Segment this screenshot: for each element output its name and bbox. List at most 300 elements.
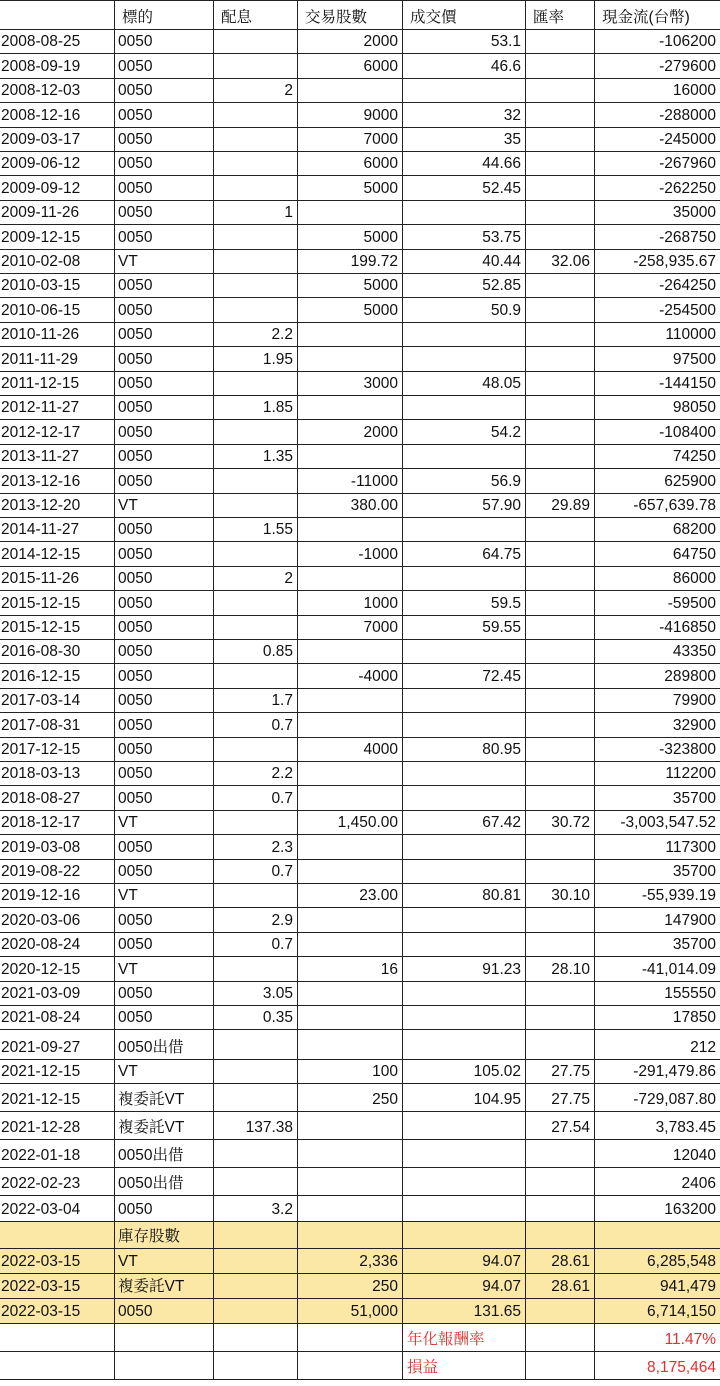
- cashflow-cell[interactable]: 147900: [595, 908, 720, 933]
- date-cell[interactable]: 2021-12-28: [0, 1112, 115, 1140]
- fx-cell[interactable]: [526, 274, 595, 298]
- shares-cell[interactable]: 16: [298, 957, 403, 982]
- shares-cell[interactable]: 5000: [298, 225, 403, 250]
- shares-cell[interactable]: [298, 689, 403, 713]
- date-cell[interactable]: 2009-09-12: [0, 176, 115, 201]
- shares-cell[interactable]: [298, 1168, 403, 1196]
- ticker-cell[interactable]: 0050: [115, 176, 214, 201]
- date-cell[interactable]: 2010-02-08: [0, 250, 115, 274]
- cashflow-cell[interactable]: 117300: [595, 835, 720, 860]
- ticker-cell[interactable]: 0050: [115, 445, 214, 469]
- price-cell[interactable]: 53.1: [403, 30, 526, 54]
- dividend-cell[interactable]: 2.3: [214, 835, 298, 860]
- price-cell[interactable]: [403, 713, 526, 738]
- cashflow-cell[interactable]: 64750: [595, 542, 720, 567]
- date-cell[interactable]: 2010-03-15: [0, 274, 115, 298]
- fx-cell[interactable]: [526, 1196, 595, 1222]
- fx-cell[interactable]: [526, 445, 595, 469]
- shares-cell[interactable]: 6000: [298, 54, 403, 79]
- price-cell[interactable]: 成交價: [403, 0, 526, 30]
- cashflow-cell[interactable]: 17850: [595, 1006, 720, 1030]
- shares-cell[interactable]: [298, 567, 403, 591]
- cashflow-cell[interactable]: -416850: [595, 616, 720, 640]
- date-cell[interactable]: 2022-03-15: [0, 1249, 115, 1274]
- ticker-cell[interactable]: VT: [115, 494, 214, 518]
- fx-cell[interactable]: [526, 713, 595, 738]
- ticker-cell[interactable]: [115, 1324, 214, 1352]
- price-cell[interactable]: 67.42: [403, 811, 526, 835]
- dividend-cell[interactable]: 2.2: [214, 323, 298, 347]
- cashflow-cell[interactable]: -59500: [595, 591, 720, 616]
- price-cell[interactable]: 損益: [403, 1352, 526, 1380]
- shares-cell[interactable]: 1,450.00: [298, 811, 403, 835]
- ticker-cell[interactable]: 0050: [115, 689, 214, 713]
- cashflow-cell[interactable]: 98050: [595, 396, 720, 420]
- shares-cell[interactable]: [298, 933, 403, 957]
- price-cell[interactable]: 80.81: [403, 884, 526, 908]
- fx-cell[interactable]: 28.10: [526, 957, 595, 982]
- date-cell[interactable]: 2013-12-16: [0, 469, 115, 494]
- cashflow-cell[interactable]: -264250: [595, 274, 720, 298]
- fx-cell[interactable]: 30.72: [526, 811, 595, 835]
- ticker-cell[interactable]: 0050: [115, 469, 214, 494]
- shares-cell[interactable]: 5000: [298, 176, 403, 201]
- price-cell[interactable]: 40.44: [403, 250, 526, 274]
- price-cell[interactable]: 32: [403, 103, 526, 128]
- fx-cell[interactable]: [526, 542, 595, 567]
- dividend-cell[interactable]: [214, 103, 298, 128]
- date-cell[interactable]: 2014-12-15: [0, 542, 115, 567]
- dividend-cell[interactable]: [214, 591, 298, 616]
- ticker-cell[interactable]: 複委託VT: [115, 1084, 214, 1112]
- price-cell[interactable]: 48.05: [403, 372, 526, 396]
- dividend-cell[interactable]: [214, 274, 298, 298]
- price-cell[interactable]: [403, 640, 526, 664]
- ticker-cell[interactable]: 0050: [115, 128, 214, 152]
- date-cell[interactable]: 2018-03-13: [0, 762, 115, 786]
- shares-cell[interactable]: 380.00: [298, 494, 403, 518]
- cashflow-cell[interactable]: 32900: [595, 713, 720, 738]
- shares-cell[interactable]: [298, 1006, 403, 1030]
- date-cell[interactable]: 2012-11-27: [0, 396, 115, 420]
- dividend-cell[interactable]: [214, 128, 298, 152]
- date-cell[interactable]: 2020-12-15: [0, 957, 115, 982]
- cashflow-cell[interactable]: -106200: [595, 30, 720, 54]
- price-cell[interactable]: [403, 201, 526, 225]
- shares-cell[interactable]: 1000: [298, 591, 403, 616]
- date-cell[interactable]: 2008-09-19: [0, 54, 115, 79]
- cashflow-cell[interactable]: 68200: [595, 518, 720, 542]
- shares-cell[interactable]: 5000: [298, 298, 403, 323]
- ticker-cell[interactable]: 0050: [115, 933, 214, 957]
- price-cell[interactable]: 52.85: [403, 274, 526, 298]
- dividend-cell[interactable]: 2: [214, 79, 298, 103]
- dividend-cell[interactable]: [214, 298, 298, 323]
- shares-cell[interactable]: 250: [298, 1274, 403, 1299]
- shares-cell[interactable]: [298, 762, 403, 786]
- fx-cell[interactable]: [526, 1352, 595, 1380]
- price-cell[interactable]: [403, 347, 526, 372]
- date-cell[interactable]: 2016-08-30: [0, 640, 115, 664]
- date-cell[interactable]: 2009-12-15: [0, 225, 115, 250]
- shares-cell[interactable]: [298, 786, 403, 811]
- shares-cell[interactable]: [298, 347, 403, 372]
- ticker-cell[interactable]: 0050: [115, 1299, 214, 1324]
- shares-cell[interactable]: 250: [298, 1084, 403, 1112]
- fx-cell[interactable]: [526, 933, 595, 957]
- ticker-cell[interactable]: 0050: [115, 201, 214, 225]
- date-cell[interactable]: 2018-12-17: [0, 811, 115, 835]
- fx-cell[interactable]: [526, 1006, 595, 1030]
- price-cell[interactable]: [403, 689, 526, 713]
- shares-cell[interactable]: [298, 323, 403, 347]
- dividend-cell[interactable]: 1.55: [214, 518, 298, 542]
- cashflow-cell[interactable]: -144150: [595, 372, 720, 396]
- ticker-cell[interactable]: 複委託VT: [115, 1274, 214, 1299]
- price-cell[interactable]: [403, 323, 526, 347]
- cashflow-cell[interactable]: 35700: [595, 786, 720, 811]
- date-cell[interactable]: 2012-12-17: [0, 420, 115, 445]
- cashflow-cell[interactable]: -657,639.78: [595, 494, 720, 518]
- fx-cell[interactable]: [526, 982, 595, 1006]
- fx-cell[interactable]: 30.10: [526, 884, 595, 908]
- price-cell[interactable]: 54.2: [403, 420, 526, 445]
- dividend-cell[interactable]: [214, 1324, 298, 1352]
- price-cell[interactable]: [403, 1140, 526, 1168]
- dividend-cell[interactable]: [214, 1060, 298, 1084]
- cashflow-cell[interactable]: 16000: [595, 79, 720, 103]
- fx-cell[interactable]: [526, 1140, 595, 1168]
- ticker-cell[interactable]: 0050: [115, 835, 214, 860]
- ticker-cell[interactable]: VT: [115, 811, 214, 835]
- fx-cell[interactable]: 32.06: [526, 250, 595, 274]
- price-cell[interactable]: 80.95: [403, 738, 526, 762]
- shares-cell[interactable]: 51,000: [298, 1299, 403, 1324]
- fx-cell[interactable]: [526, 1168, 595, 1196]
- price-cell[interactable]: 57.90: [403, 494, 526, 518]
- price-cell[interactable]: 72.45: [403, 664, 526, 689]
- shares-cell[interactable]: 2000: [298, 420, 403, 445]
- date-cell[interactable]: 2022-03-04: [0, 1196, 115, 1222]
- dividend-cell[interactable]: 1.35: [214, 445, 298, 469]
- fx-cell[interactable]: [526, 786, 595, 811]
- date-cell[interactable]: 2017-12-15: [0, 738, 115, 762]
- shares-cell[interactable]: [298, 201, 403, 225]
- dividend-cell[interactable]: 0.7: [214, 860, 298, 884]
- fx-cell[interactable]: [526, 201, 595, 225]
- fx-cell[interactable]: [526, 762, 595, 786]
- ticker-cell[interactable]: 0050: [115, 274, 214, 298]
- dividend-cell[interactable]: 0.85: [214, 640, 298, 664]
- shares-cell[interactable]: 2000: [298, 30, 403, 54]
- price-cell[interactable]: 年化報酬率: [403, 1324, 526, 1352]
- fx-cell[interactable]: [526, 372, 595, 396]
- date-cell[interactable]: 2022-03-15: [0, 1274, 115, 1299]
- date-cell[interactable]: 2015-12-15: [0, 591, 115, 616]
- shares-cell[interactable]: [298, 445, 403, 469]
- cashflow-cell[interactable]: 6,285,548: [595, 1249, 720, 1274]
- shares-cell[interactable]: 199.72: [298, 250, 403, 274]
- cashflow-cell[interactable]: 3,783.45: [595, 1112, 720, 1140]
- cashflow-cell[interactable]: -254500: [595, 298, 720, 323]
- dividend-cell[interactable]: [214, 957, 298, 982]
- cashflow-cell[interactable]: 現金流(台幣): [595, 0, 720, 30]
- price-cell[interactable]: [403, 1030, 526, 1060]
- cashflow-cell[interactable]: 212: [595, 1030, 720, 1060]
- ticker-cell[interactable]: 0050: [115, 1196, 214, 1222]
- cashflow-cell[interactable]: 79900: [595, 689, 720, 713]
- dividend-cell[interactable]: [214, 664, 298, 689]
- cashflow-cell[interactable]: 35700: [595, 860, 720, 884]
- ticker-cell[interactable]: 0050: [115, 1006, 214, 1030]
- shares-cell[interactable]: 4000: [298, 738, 403, 762]
- fx-cell[interactable]: 27.54: [526, 1112, 595, 1140]
- price-cell[interactable]: 94.07: [403, 1249, 526, 1274]
- cashflow-cell[interactable]: 6,714,150: [595, 1299, 720, 1324]
- shares-cell[interactable]: [298, 518, 403, 542]
- fx-cell[interactable]: [526, 103, 595, 128]
- price-cell[interactable]: [403, 982, 526, 1006]
- cashflow-cell[interactable]: 43350: [595, 640, 720, 664]
- shares-cell[interactable]: [298, 1112, 403, 1140]
- cashflow-cell[interactable]: 74250: [595, 445, 720, 469]
- ticker-cell[interactable]: 0050: [115, 396, 214, 420]
- dividend-cell[interactable]: [214, 738, 298, 762]
- price-cell[interactable]: [403, 1112, 526, 1140]
- shares-cell[interactable]: [298, 908, 403, 933]
- shares-cell[interactable]: 100: [298, 1060, 403, 1084]
- ticker-cell[interactable]: 0050: [115, 738, 214, 762]
- dividend-cell[interactable]: [214, 884, 298, 908]
- ticker-cell[interactable]: 0050出借: [115, 1030, 214, 1060]
- shares-cell[interactable]: 6000: [298, 152, 403, 176]
- ticker-cell[interactable]: 0050: [115, 567, 214, 591]
- shares-cell[interactable]: [298, 1030, 403, 1060]
- dividend-cell[interactable]: [214, 1168, 298, 1196]
- cashflow-cell[interactable]: 112200: [595, 762, 720, 786]
- shares-cell[interactable]: [298, 835, 403, 860]
- fx-cell[interactable]: [526, 518, 595, 542]
- cashflow-cell[interactable]: 97500: [595, 347, 720, 372]
- ticker-cell[interactable]: 0050: [115, 30, 214, 54]
- price-cell[interactable]: [403, 1196, 526, 1222]
- date-cell[interactable]: 2008-08-25: [0, 30, 115, 54]
- dividend-cell[interactable]: 1: [214, 201, 298, 225]
- cashflow-cell[interactable]: 12040: [595, 1140, 720, 1168]
- price-cell[interactable]: 52.45: [403, 176, 526, 201]
- ticker-cell[interactable]: 0050: [115, 420, 214, 445]
- cashflow-cell[interactable]: -3,003,547.52: [595, 811, 720, 835]
- shares-cell[interactable]: [298, 640, 403, 664]
- date-cell[interactable]: 2013-12-20: [0, 494, 115, 518]
- cashflow-cell[interactable]: 8,175,464: [595, 1352, 720, 1380]
- fx-cell[interactable]: [526, 860, 595, 884]
- fx-cell[interactable]: 28.61: [526, 1249, 595, 1274]
- shares-cell[interactable]: [298, 396, 403, 420]
- fx-cell[interactable]: [526, 640, 595, 664]
- dividend-cell[interactable]: 137.38: [214, 1112, 298, 1140]
- ticker-cell[interactable]: [115, 1352, 214, 1380]
- shares-cell[interactable]: 7000: [298, 128, 403, 152]
- price-cell[interactable]: [403, 1006, 526, 1030]
- ticker-cell[interactable]: 0050: [115, 372, 214, 396]
- price-cell[interactable]: 59.55: [403, 616, 526, 640]
- date-cell[interactable]: [0, 1222, 115, 1249]
- ticker-cell[interactable]: 0050: [115, 591, 214, 616]
- fx-cell[interactable]: [526, 835, 595, 860]
- fx-cell[interactable]: [526, 347, 595, 372]
- cashflow-cell[interactable]: 289800: [595, 664, 720, 689]
- cashflow-cell[interactable]: 2406: [595, 1168, 720, 1196]
- fx-cell[interactable]: [526, 1030, 595, 1060]
- ticker-cell[interactable]: 0050: [115, 640, 214, 664]
- date-cell[interactable]: 2020-08-24: [0, 933, 115, 957]
- cashflow-cell[interactable]: 11.47%: [595, 1324, 720, 1352]
- ticker-cell[interactable]: 0050: [115, 616, 214, 640]
- fx-cell[interactable]: [526, 323, 595, 347]
- ticker-cell[interactable]: 0050: [115, 225, 214, 250]
- price-cell[interactable]: 53.75: [403, 225, 526, 250]
- date-cell[interactable]: 2022-03-15: [0, 1299, 115, 1324]
- date-cell[interactable]: 2021-12-15: [0, 1060, 115, 1084]
- ticker-cell[interactable]: 0050: [115, 79, 214, 103]
- date-cell[interactable]: 2019-08-22: [0, 860, 115, 884]
- dividend-cell[interactable]: [214, 152, 298, 176]
- ticker-cell[interactable]: 0050: [115, 347, 214, 372]
- dividend-cell[interactable]: 0.7: [214, 786, 298, 811]
- dividend-cell[interactable]: 2: [214, 567, 298, 591]
- shares-cell[interactable]: [298, 1140, 403, 1168]
- ticker-cell[interactable]: VT: [115, 1249, 214, 1274]
- ticker-cell[interactable]: 0050出借: [115, 1168, 214, 1196]
- date-cell[interactable]: 2009-06-12: [0, 152, 115, 176]
- price-cell[interactable]: 56.9: [403, 469, 526, 494]
- dividend-cell[interactable]: 0.7: [214, 713, 298, 738]
- fx-cell[interactable]: 28.61: [526, 1274, 595, 1299]
- price-cell[interactable]: [403, 860, 526, 884]
- shares-cell[interactable]: -4000: [298, 664, 403, 689]
- ticker-cell[interactable]: 0050: [115, 152, 214, 176]
- fx-cell[interactable]: [526, 908, 595, 933]
- cashflow-cell[interactable]: -41,014.09: [595, 957, 720, 982]
- fx-cell[interactable]: 27.75: [526, 1084, 595, 1112]
- dividend-cell[interactable]: 配息: [214, 0, 298, 30]
- fx-cell[interactable]: [526, 225, 595, 250]
- ticker-cell[interactable]: 庫存股數: [115, 1222, 214, 1249]
- dividend-cell[interactable]: 2.2: [214, 762, 298, 786]
- date-cell[interactable]: 2019-03-08: [0, 835, 115, 860]
- date-cell[interactable]: 2022-02-23: [0, 1168, 115, 1196]
- fx-cell[interactable]: 29.89: [526, 494, 595, 518]
- ticker-cell[interactable]: 0050: [115, 518, 214, 542]
- price-cell[interactable]: 104.95: [403, 1084, 526, 1112]
- ticker-cell[interactable]: 0050: [115, 713, 214, 738]
- shares-cell[interactable]: 5000: [298, 274, 403, 298]
- cashflow-cell[interactable]: -288000: [595, 103, 720, 128]
- cashflow-cell[interactable]: 110000: [595, 323, 720, 347]
- dividend-cell[interactable]: 1.85: [214, 396, 298, 420]
- fx-cell[interactable]: [526, 1222, 595, 1249]
- cashflow-cell[interactable]: 941,479: [595, 1274, 720, 1299]
- date-cell[interactable]: 2015-12-15: [0, 616, 115, 640]
- fx-cell[interactable]: [526, 616, 595, 640]
- shares-cell[interactable]: 交易股數: [298, 0, 403, 30]
- shares-cell[interactable]: -11000: [298, 469, 403, 494]
- cashflow-cell[interactable]: 86000: [595, 567, 720, 591]
- dividend-cell[interactable]: 2.9: [214, 908, 298, 933]
- cashflow-cell[interactable]: 155550: [595, 982, 720, 1006]
- ticker-cell[interactable]: 0050: [115, 298, 214, 323]
- dividend-cell[interactable]: [214, 176, 298, 201]
- date-cell[interactable]: 2017-03-14: [0, 689, 115, 713]
- fx-cell[interactable]: [526, 1299, 595, 1324]
- price-cell[interactable]: [403, 1168, 526, 1196]
- shares-cell[interactable]: [298, 1196, 403, 1222]
- shares-cell[interactable]: 7000: [298, 616, 403, 640]
- shares-cell[interactable]: [298, 1352, 403, 1380]
- dividend-cell[interactable]: [214, 1140, 298, 1168]
- date-cell[interactable]: 2008-12-03: [0, 79, 115, 103]
- cashflow-cell[interactable]: -245000: [595, 128, 720, 152]
- shares-cell[interactable]: [298, 713, 403, 738]
- ticker-cell[interactable]: 複委託VT: [115, 1112, 214, 1140]
- dividend-cell[interactable]: [214, 811, 298, 835]
- ticker-cell[interactable]: VT: [115, 957, 214, 982]
- cashflow-cell[interactable]: -262250: [595, 176, 720, 201]
- date-cell[interactable]: 2021-08-24: [0, 1006, 115, 1030]
- price-cell[interactable]: [403, 567, 526, 591]
- dividend-cell[interactable]: [214, 469, 298, 494]
- price-cell[interactable]: 64.75: [403, 542, 526, 567]
- dividend-cell[interactable]: [214, 1222, 298, 1249]
- date-cell[interactable]: 2021-09-27: [0, 1030, 115, 1060]
- date-cell[interactable]: 2014-11-27: [0, 518, 115, 542]
- ticker-cell[interactable]: 0050出借: [115, 1140, 214, 1168]
- date-cell[interactable]: 2020-03-06: [0, 908, 115, 933]
- price-cell[interactable]: [403, 1222, 526, 1249]
- dividend-cell[interactable]: [214, 1084, 298, 1112]
- price-cell[interactable]: 131.65: [403, 1299, 526, 1324]
- cashflow-cell[interactable]: -258,935.67: [595, 250, 720, 274]
- price-cell[interactable]: [403, 396, 526, 420]
- cashflow-cell[interactable]: -108400: [595, 420, 720, 445]
- date-cell[interactable]: 2021-12-15: [0, 1084, 115, 1112]
- cashflow-cell[interactable]: 35700: [595, 933, 720, 957]
- date-cell[interactable]: 2015-11-26: [0, 567, 115, 591]
- fx-cell[interactable]: [526, 54, 595, 79]
- date-cell[interactable]: 2016-12-15: [0, 664, 115, 689]
- date-cell[interactable]: 2011-12-15: [0, 372, 115, 396]
- dividend-cell[interactable]: [214, 494, 298, 518]
- shares-cell[interactable]: [298, 860, 403, 884]
- dividend-cell[interactable]: 0.35: [214, 1006, 298, 1030]
- fx-cell[interactable]: [526, 420, 595, 445]
- cashflow-cell[interactable]: 625900: [595, 469, 720, 494]
- fx-cell[interactable]: [526, 738, 595, 762]
- ticker-cell[interactable]: 0050: [115, 860, 214, 884]
- price-cell[interactable]: [403, 762, 526, 786]
- ticker-cell[interactable]: VT: [115, 884, 214, 908]
- date-cell[interactable]: 2022-01-18: [0, 1140, 115, 1168]
- fx-cell[interactable]: [526, 591, 595, 616]
- price-cell[interactable]: 105.02: [403, 1060, 526, 1084]
- fx-cell[interactable]: [526, 79, 595, 103]
- date-cell[interactable]: 2009-03-17: [0, 128, 115, 152]
- ticker-cell[interactable]: 標的: [115, 0, 214, 30]
- dividend-cell[interactable]: [214, 1249, 298, 1274]
- shares-cell[interactable]: [298, 1324, 403, 1352]
- price-cell[interactable]: 35: [403, 128, 526, 152]
